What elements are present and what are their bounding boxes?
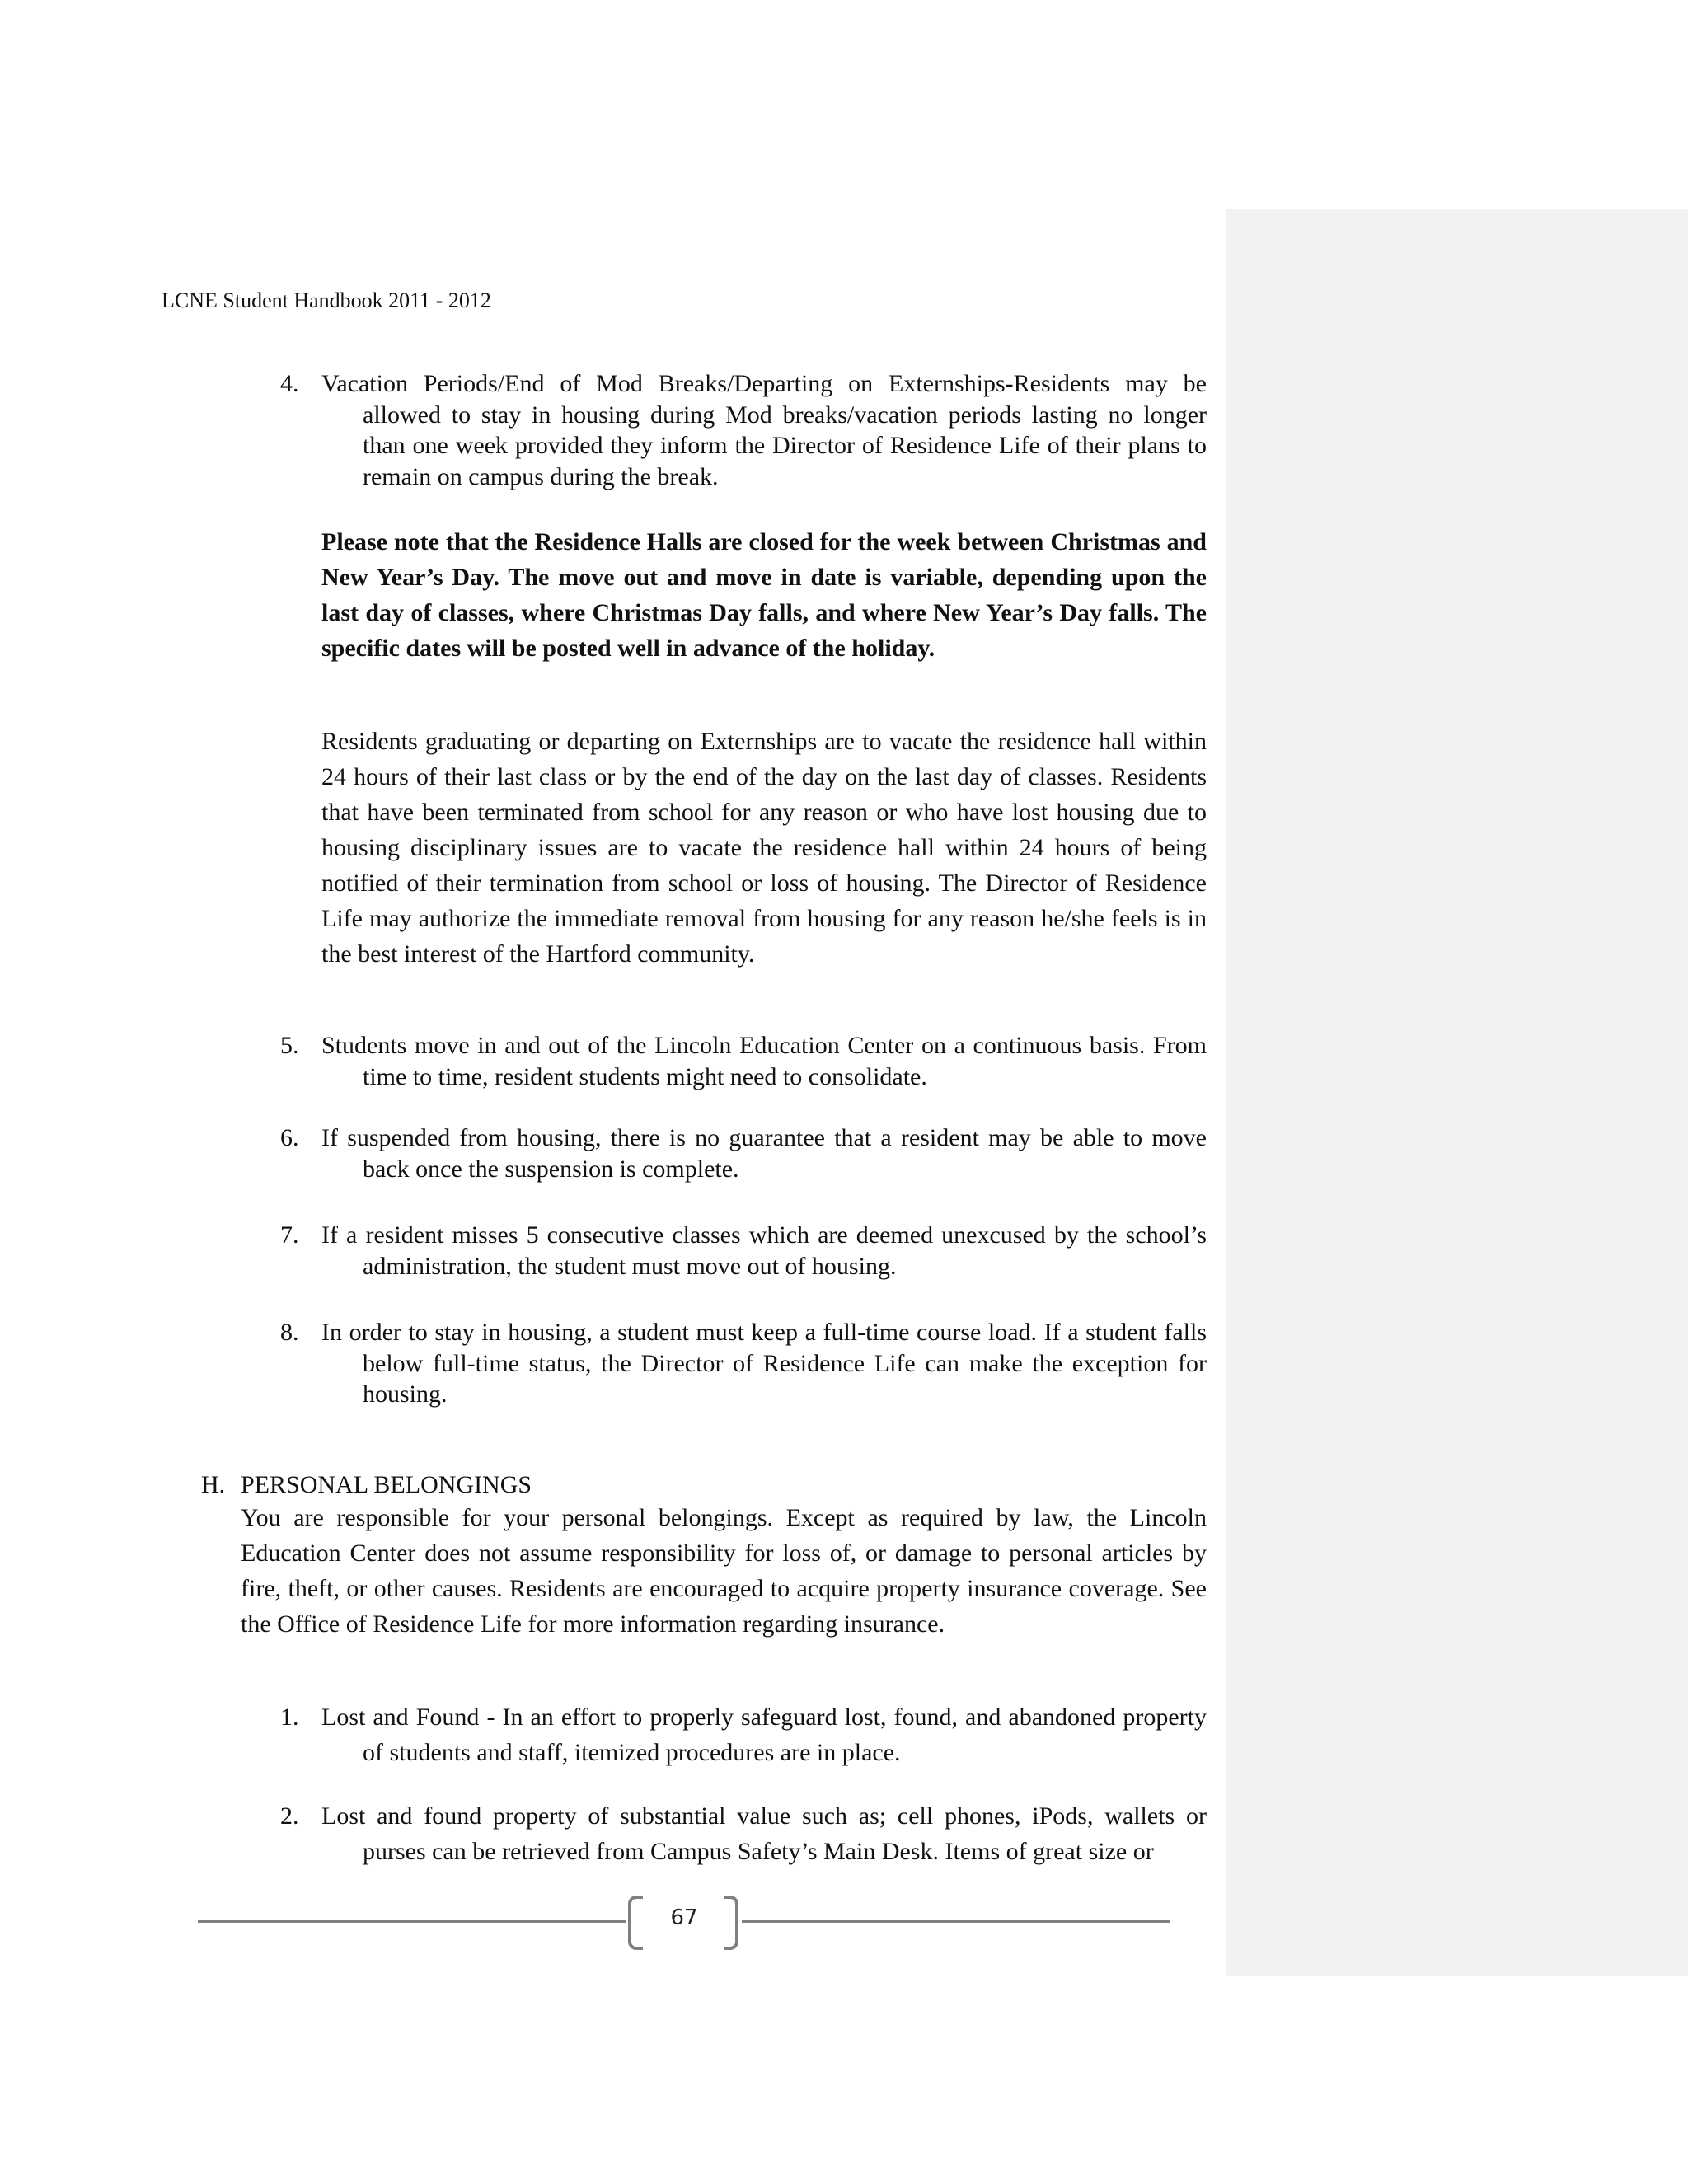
footer-rule-right [742,1920,1170,1923]
list-item-number: 2. [280,1802,299,1830]
list-item-8 [280,1317,1207,1410]
list-item-4 [280,368,1207,492]
page-number: 67 [670,1905,698,1930]
list-item-number: 4. [280,370,299,397]
belongings-list-item-2 [280,1798,1207,1869]
running-header: LCNE Student Handbook 2011 - 2012 [162,288,491,312]
page-footer [198,1894,1170,1950]
list-item-number: 6. [280,1124,299,1151]
list-item-7 [280,1220,1207,1282]
list-item-number: 7. [280,1221,299,1249]
residents-vacate-paragraph: Residents graduating or departing on Externships are to vacate the residence hall within 24 hours of their last class or by the end of the day on the last day of classes. Residents that have been terminated from school for any reason or who have lost housing due to housing disciplinary issues are to vacate the residence hall within 24 hours of being notified of their termination from school or loss of housing. The Director of Residence Life may authorize the immediate removal from housing for any reason he/she feels is in the best interest of the Hartford community. [321,728,1207,968]
section-h-heading [201,1469,532,1500]
personal-belongings-paragraph: You are responsible for your personal belongings. Except as required by law, the Lincoln Education Center does not assume responsibility for loss of, or damage to personal articles by fire, theft, or other causes. Residents are encouraged to acquire property insurance coverage. See the Office of Residence Life for more information regarding insurance. [241,1504,1207,1638]
list-item-5 [280,1030,1207,1092]
list-item-text: Lost and Found - In an effort to properly safeguard lost, found, and abandoned property of students and staff, itemized procedures are in place. [321,1704,1207,1766]
list-item-number: 5. [280,1032,299,1059]
list-item-text: In order to stay in housing, a student must keep a full-time course load. If a student falls below full-time status, the Director of Residence Life can make the exception for housing. [321,1319,1207,1408]
list-item-text: If a resident misses 5 consecutive classes which are deemed unexcused by the school’s administration, the student must move out of housing. [321,1221,1207,1280]
list-item-6 [280,1122,1207,1184]
list-item-text: Lost and found property of substantial value such as; cell phones, iPods, wallets or purses can be retrieved from Campus Safety’s Main Desk. Items of great size or [321,1802,1207,1865]
list-item-number: 8. [280,1319,299,1346]
comment-pane [1226,209,1688,1976]
list-item-text: Vacation Periods/End of Mod Breaks/Departing on Externships-Residents may be allowed to stay in housing during Mod breaks/vacation periods lasting no longer than one week provided they inform the Director of Residence Life of their plans to remain on campus during the break. [321,370,1207,490]
belongings-list-item-1 [280,1699,1207,1770]
section-title: PERSONAL BELONGINGS [241,1471,532,1498]
section-letter: H. [201,1471,226,1498]
list-item-text: Students move in and out of the Lincoln Education Center on a continuous basis. From time to time, resident students might need to consolidate. [321,1032,1207,1090]
footer-rule-left [198,1920,626,1923]
right-brace-icon [724,1896,738,1950]
list-item-number: 1. [280,1704,299,1731]
holiday-closure-note: Please note that the Residence Halls are closed for the week between Christmas and New Year’s Day. The move out and move in date is variable, depending upon the last day of classes, where Christmas Day falls, and where New Year’s Day falls. The specific dates will be posted well in advance of the holiday. [321,528,1207,662]
list-item-text: If suspended from housing, there is no guarantee that a resident may be able to move back once the suspension is complete. [321,1124,1207,1183]
left-brace-icon [628,1896,643,1950]
